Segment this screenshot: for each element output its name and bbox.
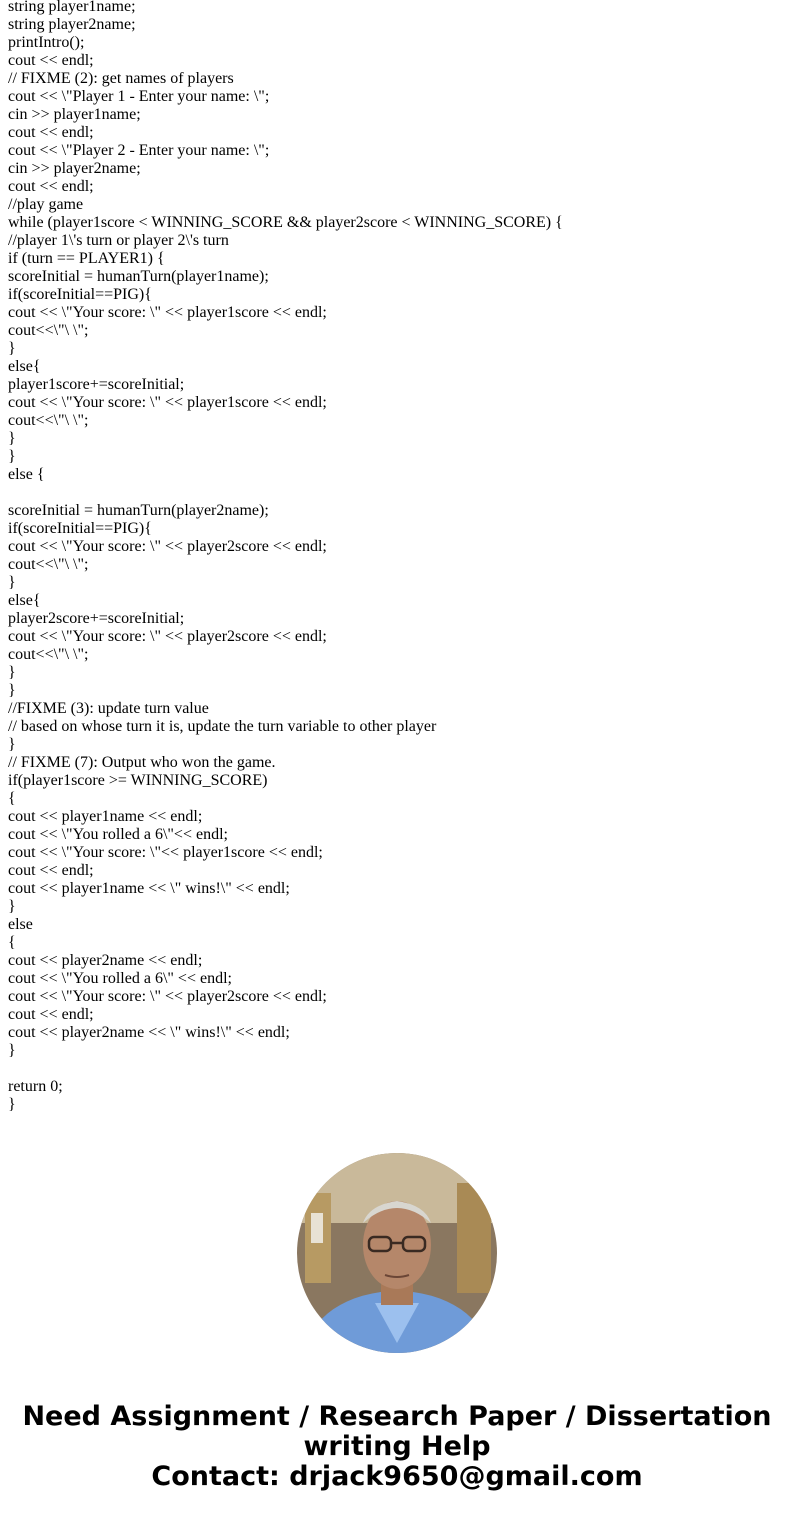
code-line: }: [8, 1096, 16, 1113]
code-line: }: [8, 736, 16, 753]
code-line: }: [8, 682, 16, 699]
code-line: player2score+=scoreInitial;: [8, 610, 185, 627]
code-line: cout << \"Your score: \" << player2score << endl;: [8, 628, 327, 645]
promo-line-1: Need Assignment / Research Paper / Dissertation: [22, 1401, 772, 1432]
code-line: else{: [8, 358, 41, 375]
code-line: cout << endl;: [8, 862, 94, 879]
code-line: //player 1\'s turn or player 2\'s turn: [8, 232, 229, 249]
code-line: string player2name;: [8, 16, 136, 33]
person-photo-icon: [297, 1153, 497, 1353]
code-line: cin >> player2name;: [8, 160, 141, 177]
code-line: // FIXME (7): Output who won the game.: [8, 754, 276, 771]
code-line: cout<<\"\ \";: [8, 556, 89, 573]
code-line: {: [8, 934, 16, 951]
code-line: }: [8, 448, 16, 465]
code-line: }: [8, 340, 16, 357]
code-line: cin >> player1name;: [8, 106, 141, 123]
promo-contact-line: Contact: drjack9650@gmail.com: [151, 1461, 643, 1492]
code-line: }: [8, 1042, 16, 1059]
code-line: cout<<\"\ \";: [8, 646, 89, 663]
code-line: else {: [8, 466, 45, 483]
code-line: if(scoreInitial==PIG){: [8, 520, 152, 537]
avatar: [297, 1153, 497, 1353]
code-line: cout << \"Your score: \" << player2score << endl;: [8, 988, 327, 1005]
code-line: }: [8, 430, 16, 447]
code-line: cout<<\"\ \";: [8, 412, 89, 429]
code-line: else: [8, 916, 33, 933]
code-line: printIntro();: [8, 34, 85, 51]
code-line: scoreInitial = humanTurn(player1name);: [8, 268, 269, 285]
code-line: //play game: [8, 196, 84, 213]
code-line: cout << \"Player 1 - Enter your name: \";: [8, 88, 270, 105]
code-line: player1score+=scoreInitial;: [8, 376, 185, 393]
code-line: if (turn == PLAYER1) {: [8, 250, 165, 267]
code-line: cout << player2name << endl;: [8, 952, 203, 969]
code-line: // based on whose turn it is, update the turn variable to other player: [8, 718, 437, 735]
code-line: if(scoreInitial==PIG){: [8, 286, 152, 303]
code-line: cout << \"Your score: \" << player1score << endl;: [8, 394, 327, 411]
code-line: }: [8, 898, 16, 915]
code-line: if(player1score >= WINNING_SCORE): [8, 772, 268, 789]
code-line: //FIXME (3): update turn value: [8, 700, 209, 717]
code-line: [8, 1060, 563, 1078]
promo-line-2: writing Help: [303, 1431, 491, 1462]
code-line: // FIXME (2): get names of players: [8, 70, 234, 87]
code-line: [8, 484, 563, 502]
code-line: }: [8, 664, 16, 681]
code-line: cout << \"You rolled a 6\"<< endl;: [8, 826, 228, 843]
code-line: else{: [8, 592, 41, 609]
code-line: cout << endl;: [8, 124, 94, 141]
code-line: cout << player1name << \" wins!\" << endl;: [8, 880, 290, 897]
code-line: cout << endl;: [8, 52, 94, 69]
code-listing: [8, 0, 563, 1114]
code-line: {: [8, 790, 16, 807]
promo-banner: [0, 1402, 794, 1492]
code-line: cout << player1name << endl;: [8, 808, 203, 825]
code-line: cout << \"Player 2 - Enter your name: \";: [8, 142, 270, 159]
code-line: string player1name;: [8, 0, 136, 15]
code-line: cout << \"Your score: \" << player1score << endl;: [8, 304, 327, 321]
code-line: cout << \"Your score: \" << player2score << endl;: [8, 538, 327, 555]
code-line: scoreInitial = humanTurn(player2name);: [8, 502, 269, 519]
code-line: cout << player2name << \" wins!\" << endl;: [8, 1024, 290, 1041]
code-line: cout << endl;: [8, 1006, 94, 1023]
code-line: while (player1score < WINNING_SCORE && player2score < WINNING_SCORE) {: [8, 214, 563, 231]
code-line: return 0;: [8, 1078, 63, 1095]
code-line: }: [8, 574, 16, 591]
code-line: cout << endl;: [8, 178, 94, 195]
code-line: cout<<\"\ \";: [8, 322, 89, 339]
code-line: cout << \"You rolled a 6\" << endl;: [8, 970, 232, 987]
code-line: cout << \"Your score: \"<< player1score << endl;: [8, 844, 323, 861]
